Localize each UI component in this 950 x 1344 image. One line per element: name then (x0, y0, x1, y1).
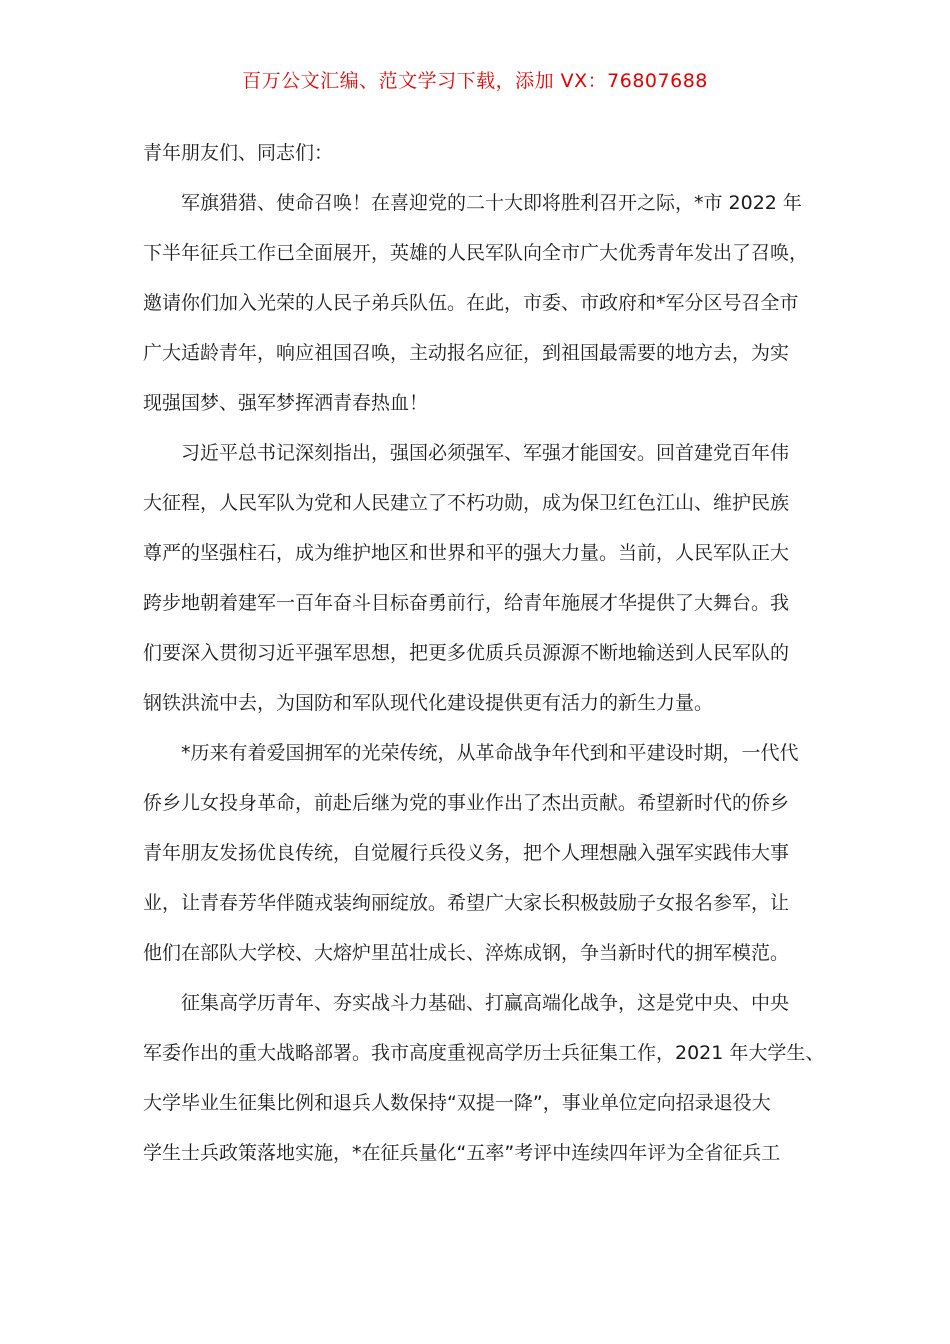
paragraph-4-line-3: 大学毕业生征集比例和退兵人数保持“双提一降”，事业单位定向招录退役大 (143, 1092, 771, 1114)
paragraph-1-line-1: 军旗猎猎、使命召唤！在喜迎党的二十大即将胜利召开之际，*市 2022 年 (181, 192, 802, 214)
paragraph-1-line-5: 现强国梦、强军梦挥洒青春热血！ (143, 392, 429, 414)
salutation-line: 青年朋友们、同志们： (143, 142, 334, 164)
paragraph-3-line-4: 业，让青春芳华伴随戎装绚丽绽放。希望广大家长积极鼓励子女报名参军，让 (143, 892, 790, 914)
paragraph-3-line-1: *历来有着爱国拥军的光荣传统，从革命战争年代到和平建设时期，一代代 (181, 742, 799, 764)
paragraph-3-line-2: 侨乡儿女投身革命，前赴后继为党的事业作出了杰出贡献。希望新时代的侨乡 (143, 792, 790, 814)
paragraph-4-line-2: 军委作出的重大战略部署。我市高度重视高学历士兵征集工作，2021 年大学生、 (143, 1042, 825, 1064)
paragraph-2-line-5: 们要深入贯彻习近平强军思想，把更多优质兵员源源不断地输送到人民军队的 (143, 642, 790, 664)
paragraph-1-line-3: 邀请你们加入光荣的人民子弟兵队伍。在此，市委、市政府和*军分区号召全市 (143, 292, 799, 314)
paragraph-2-line-3: 尊严的坚强柱石，成为维护地区和世界和平的强大力量。当前，人民军队正大 (143, 542, 790, 564)
paragraph-1-line-4: 广大适龄青年，响应祖国召唤，主动报名应征，到祖国最需要的地方去，为实 (143, 342, 790, 364)
letter-body (143, 128, 825, 1178)
paragraph-2-line-1: 习近平总书记深刻指出，强国必须强军、军强才能国安。回首建党百年伟 (181, 442, 790, 464)
paragraph-3-line-3: 青年朋友发扬优良传统，自觉履行兵役义务，把个人理想融入强军实践伟大事 (143, 842, 790, 864)
paragraph-2-line-6: 钢铁洪流中去，为国防和军队现代化建设提供更有活力的新生力量。 (143, 692, 714, 714)
paragraph-4-line-1: 征集高学历青年、夯实战斗力基础、打赢高端化战争，这是党中央、中央 (181, 992, 790, 1014)
paragraph-2-line-4: 跨步地朝着建军一百年奋斗目标奋勇前行，给青年施展才华提供了大舞台。我 (143, 592, 790, 614)
paragraph-4-line-4: 学生士兵政策落地实施，*在征兵量化“五率”考评中连续四年评为全省征兵工 (143, 1142, 781, 1164)
paragraph-1-line-2: 下半年征兵工作已全面展开，英雄的人民军队向全市广大优秀青年发出了召唤， (143, 242, 809, 264)
page-header-banner: 百万公文汇编、范文学习下载，添加 VX：76807688 (242, 70, 708, 92)
paragraph-3-line-5: 他们在部队大学校、大熔炉里茁壮成长、淬炼成钢，争当新时代的拥军模范。 (143, 942, 790, 964)
paragraph-2-line-2: 大征程，人民军队为党和人民建立了不朽功勋，成为保卫红色江山、维护民族 (143, 492, 790, 514)
